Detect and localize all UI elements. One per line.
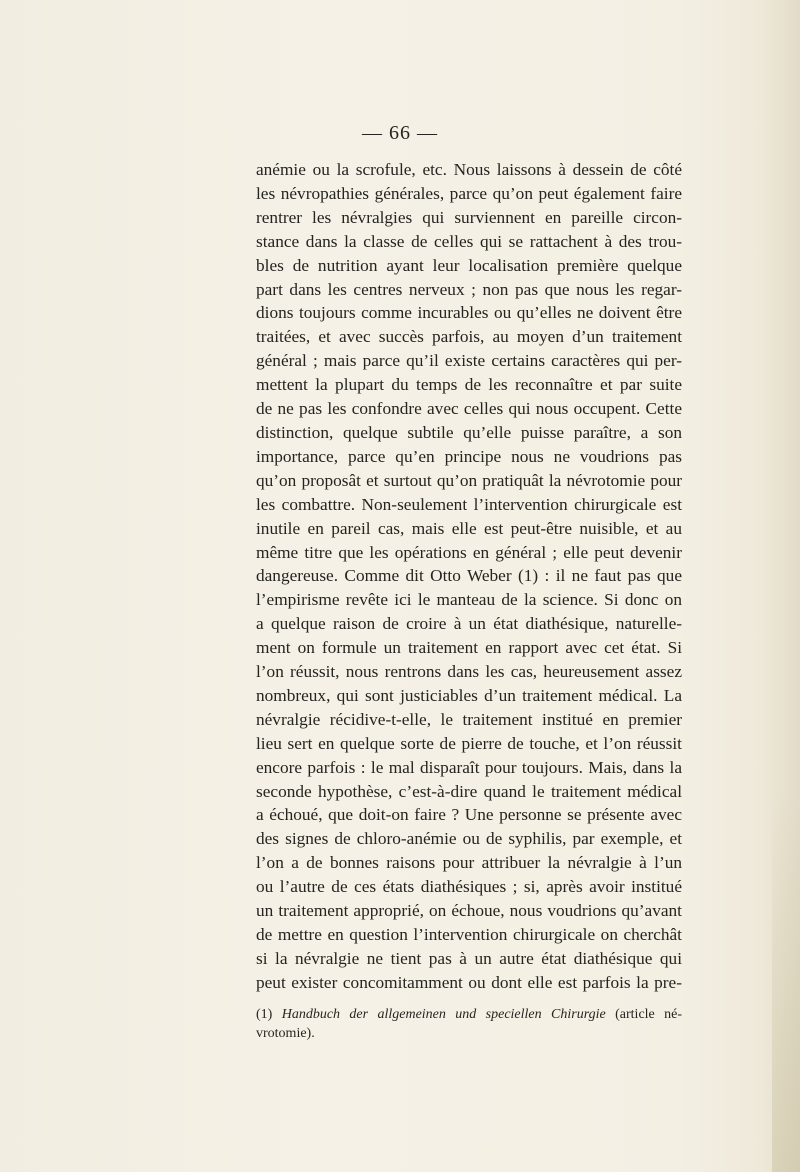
text-line: bles de nutrition ayant leur localisation première quelque <box>256 255 682 275</box>
text-line: distinction, quelque subtile qu’elle puisse paraître, a son <box>256 422 682 442</box>
text-line: l’on a de bonnes raisons pour attribuer la névralgie à l’un <box>256 853 682 873</box>
text-line: ment on formule un traitement en rapport avec cet état. Si <box>256 638 682 658</box>
footnote-line: vrotomie). <box>256 1026 315 1041</box>
text-line: même titre que les opérations en général ; elle peut devenir <box>256 542 682 562</box>
text-line: traitées, et avec succès parfois, au moyen d’un traitement <box>256 327 682 347</box>
text-line: lieu sert en quelque sorte de pierre de touche, et l’on réussit <box>256 733 682 753</box>
text-line: l’on réussit, nous rentrons dans les cas, heureusement assez <box>256 662 682 682</box>
footnote-title: Handbuch der allgemeinen und speciellen Chirurgie <box>281 1007 606 1022</box>
text-line: général ; mais parce qu’il existe certains caractères qui per- <box>256 351 682 371</box>
text-line: anémie ou la scrofule, etc. Nous laissons à dessein de côté <box>256 160 682 179</box>
text-line: stance dans la classe de celles qui se rattachent à des trou- <box>256 231 682 251</box>
footnote <box>256 1005 682 1043</box>
text-line: inutile en pareil cas, mais elle est peut-être nuisible, et au <box>256 518 682 538</box>
text-line: mettent la plupart du temps de les reconnaître et par suite <box>256 375 682 395</box>
footnote-text: (article né- <box>615 1007 683 1022</box>
text-line: encore parfois : le mal disparaît pour toujours. Mais, dans la <box>256 757 682 777</box>
text-line: si la névralgie ne tient pas à un autre état diathésique qui <box>256 948 682 968</box>
text-line: peut exister concomitamment ou dont elle est parfois la pre- <box>256 972 682 992</box>
text-line: seconde hypothèse, c’est-à-dire quand le traitement médical <box>256 781 682 801</box>
text-line: a échoué, que doit-on faire ? Une personne se présente avec <box>256 805 682 825</box>
text-line: rentrer les névralgies qui surviennent en pareille circon- <box>256 207 682 227</box>
text-line: dangereuse. Comme dit Otto Weber (1) : il ne faut pas que <box>256 566 682 586</box>
text-line: qu’on proposât et surtout qu’on pratiquât la névrotomie pour <box>256 470 682 490</box>
text-line: de mettre en question l’intervention chirurgicale on cherchât <box>256 925 682 944</box>
text-line: dions toujours comme incurables ou qu’elles ne doivent être <box>256 303 682 323</box>
text-line: importance, parce qu’en principe nous ne voudrions pas <box>256 446 682 466</box>
page-edge-stain <box>772 792 800 1172</box>
body-text <box>256 158 682 995</box>
text-line: les névropathies générales, parce qu’on peut également faire <box>256 183 682 203</box>
text-line: un traitement approprié, on échoue, nous voudrions qu’avant <box>256 901 682 921</box>
text-line: nombreux, qui sont justiciables d’un traitement médical. La <box>256 685 682 705</box>
text-line: névralgie récidive-t-elle, le traitement institué en premier <box>256 709 682 729</box>
text-line: des signes de chloro-anémie ou de syphilis, par exemple, et <box>256 829 682 849</box>
footnote-marker: (1) <box>256 1007 273 1022</box>
text-line: les combattre. Non-seulement l’intervention chirurgicale est <box>256 494 682 514</box>
footnote-line <box>256 1005 682 1024</box>
text-line: a quelque raison de croire à un état diathésique, naturelle- <box>256 614 682 634</box>
text-line: part dans les centres nerveux ; non pas que nous les regar- <box>256 279 682 299</box>
text-line: ou l’autre de ces états diathésiques ; si, après avoir institué <box>256 877 682 897</box>
text-line: l’empirisme revête ici le manteau de la science. Si donc on <box>256 590 682 610</box>
page-number: — 66 — <box>362 122 438 144</box>
text-line: de ne pas les confondre avec celles qui nous occupent. Cette <box>256 399 682 419</box>
